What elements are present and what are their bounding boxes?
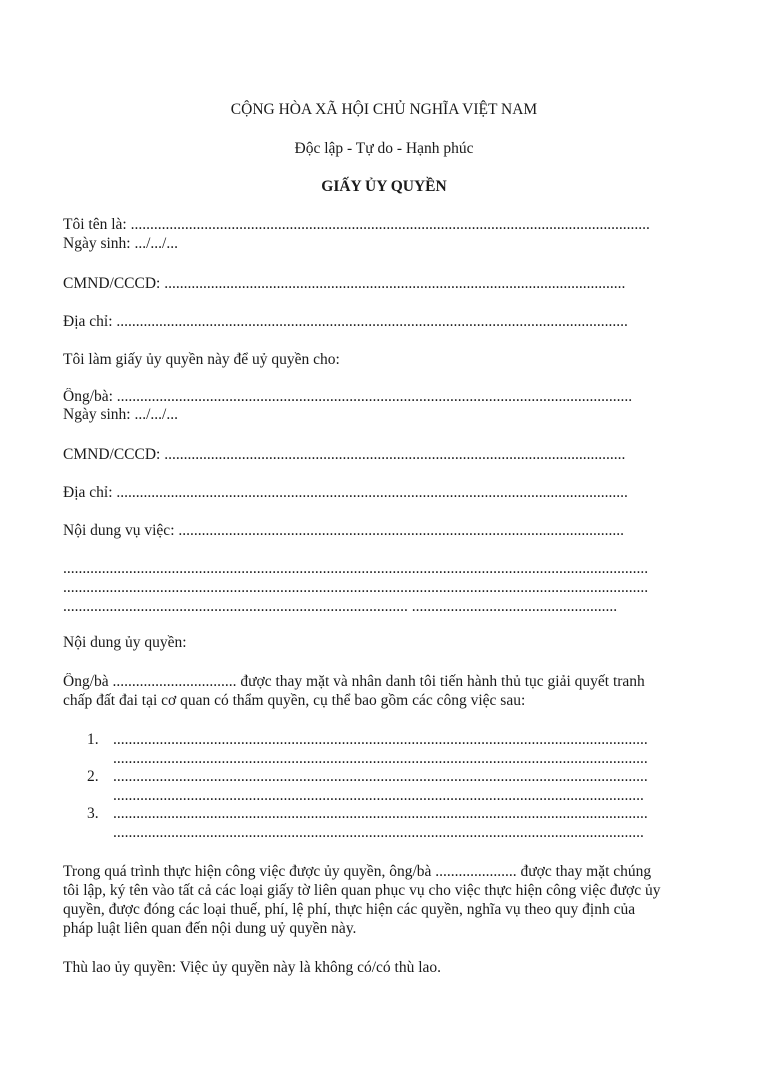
rights-paragraph-line: quyền, được đóng các loại thuế, phí, lệ phí, thực hiện các quyền, nghĩa vụ theo quy định của — [63, 901, 636, 918]
task-number: 2. — [87, 768, 99, 785]
nation-heading: CỘNG HÒA XÃ HỘI CHỦ NGHĨA VIỆT NAM — [230, 101, 538, 118]
grantor-dob-field: Ngày sinh: .../.../... — [63, 235, 178, 252]
intro-text: Tôi làm giấy ủy quyền này để uỷ quyền cho: — [63, 351, 340, 368]
matter-line: ....................................................................................................................................................... — [63, 560, 649, 577]
scope-paragraph-line: chấp đất đai tại cơ quan có thẩm quyền, cụ thể bao gồm các công việc sau: — [63, 692, 526, 709]
matter-label: Nội dung vụ việc: ................................................................................................................... — [63, 522, 624, 539]
task-number: 1. — [87, 731, 99, 748]
grantee-id-field: CMND/CCCD: ....................................................................................................................... — [63, 446, 626, 463]
document-title: GIẤY ỦY QUYỀN — [321, 178, 447, 195]
task-line: ......................................................................................................................................... — [113, 787, 644, 804]
task-line: .......................................................................................................................................... — [113, 805, 648, 822]
grantee-address-field: Địa chỉ: .................................................................................................................................... — [63, 484, 628, 501]
motto: Độc lập - Tự do - Hạnh phúc — [294, 140, 474, 157]
grantor-name-field: Tôi tên là: ...................................................................................................................................... — [63, 216, 650, 233]
fee-text: Thù lao ủy quyền: Việc ủy quyền này là không có/có thù lao. — [63, 959, 442, 976]
grantee-name-field: Ông/bà: ..................................................................................................................................... — [63, 388, 633, 405]
task-number: 3. — [87, 805, 99, 822]
scope-paragraph-line: Ông/bà ................................ được thay mặt và nhân danh tôi tiến hành thủ tục giải quyết tranh — [63, 673, 645, 690]
rights-paragraph-line: pháp luật liên quan đến nội dung uỷ quyền này. — [63, 920, 357, 937]
grantee-dob-field: Ngày sinh: .../.../... — [63, 406, 178, 423]
grantor-id-field: CMND/CCCD: ....................................................................................................................... — [63, 275, 626, 292]
matter-line: ....................................................................................................................................................... — [63, 579, 649, 596]
task-line: ......................................................................................................................................... — [113, 824, 644, 841]
rights-paragraph-line: Trong quá trình thực hiện công việc được ủy quyền, ông/bà ..................... được thay mặt chúng — [63, 863, 652, 880]
rights-paragraph-line: tôi lập, ký tên vào tất cả các loại giấy tờ liên quan phục vụ cho việc thực hiện công việc được ủy — [63, 882, 661, 899]
grantor-address-field: Địa chỉ: .................................................................................................................................... — [63, 313, 628, 330]
matter-line: ......................................................................................... ..................................................... — [63, 598, 618, 615]
task-line: .......................................................................................................................................... — [113, 731, 648, 748]
task-line: .......................................................................................................................................... — [113, 750, 648, 767]
scope-heading: Nội dung ủy quyền: — [63, 634, 187, 651]
task-line: .......................................................................................................................................... — [113, 768, 648, 785]
